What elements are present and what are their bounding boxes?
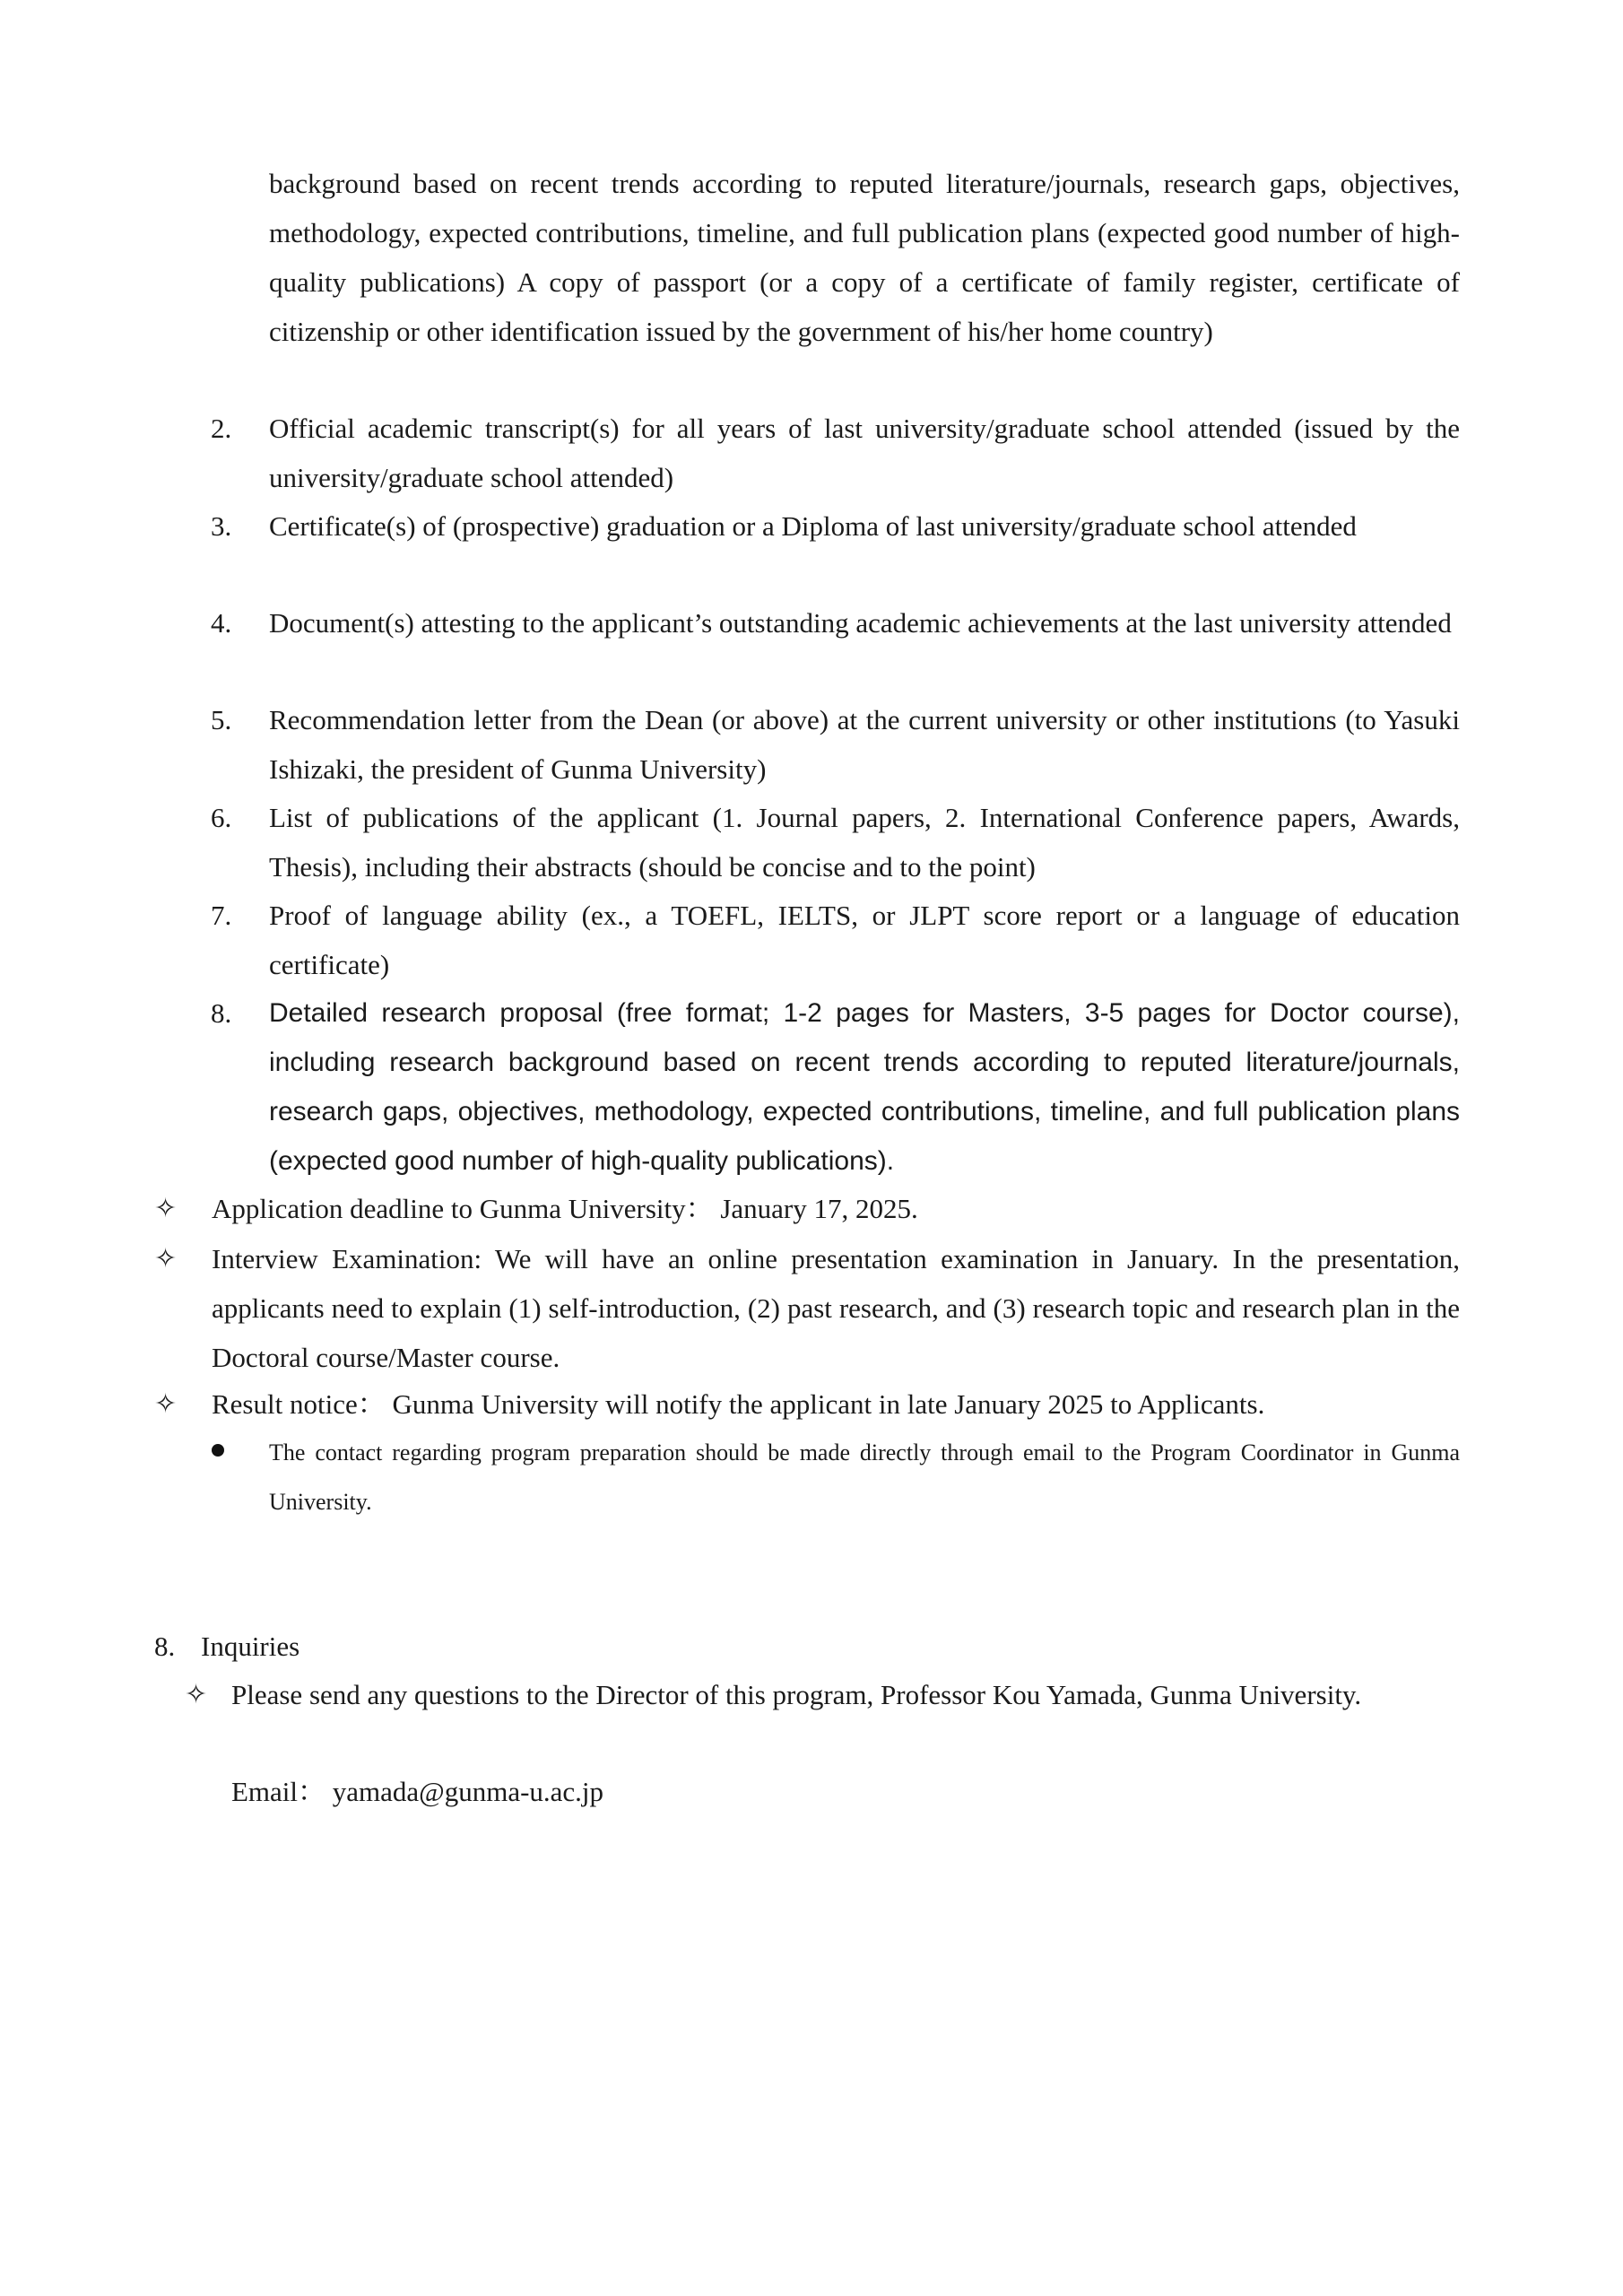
item-number: 6. [211, 802, 232, 833]
item-text: Certificate(s) of (prospective) graduation or a Diploma of last university/graduate school attended [269, 510, 1357, 542]
contact-email: Email： yamada@gunma-u.ac.jp [231, 1776, 604, 1807]
application-deadline: Application deadline to Gunma University： January 17, 2025. [212, 1193, 918, 1224]
item-text: Proof of language ability (ex., a TOEFL, IELTS, or JLPT score report or a language of education certificate) [269, 900, 1460, 980]
sparkle-icon: ✧ [185, 1679, 208, 1710]
item-text: Document(s) attesting to the applicant’s outstanding academic achievements at the last university attended [269, 607, 1452, 639]
sparkle-icon: ✧ [154, 1243, 178, 1274]
item-number: 7. [211, 900, 232, 931]
contact-note: The contact regarding program preparation should be made directly through email to the Program Coordinator in Gunma University. [269, 1439, 1460, 1515]
result-notice: Result notice： Gunma University will notify the applicant in late January 2025 to Applicants. [212, 1388, 1265, 1420]
inquiries-text: Please send any questions to the Director of this program, Professor Kou Yamada, Gunma University. [231, 1679, 1362, 1710]
item-text: Detailed research proposal (free format; 1-2 pages for Masters, 3-5 pages for Doctor course), including research background based on recent trends according to reputed literature/journals, research gaps, objectives, methodology, expected contributions, timeline, and full publication plans (expected good number of high-quality publications). [269, 998, 1460, 1176]
item-text: Recommendation letter from the Dean (or above) at the current university or other institutions (to Yasuki Ishizaki, the president of Gunma University) [269, 704, 1460, 785]
item-text: List of publications of the applicant (1. Journal papers, 2. International Conference papers, Awards, Thesis), including their abstracts (should be concise and to the point) [269, 802, 1460, 883]
item-number: 5. [211, 704, 232, 735]
sparkle-icon: ✧ [154, 1388, 178, 1420]
section-number: 8. [154, 1631, 176, 1662]
item-number: 2. [211, 413, 232, 444]
item-text: Official academic transcript(s) for all years of last university/graduate school attended (issued by the university/graduate school attended) [269, 413, 1460, 493]
sparkle-icon: ✧ [154, 1193, 178, 1224]
continuation-paragraph: background based on recent trends according to reputed literature/journals, research gaps, objectives, methodology, expected contributions, timeline, and full publication plans (expected good number of high-quality publications) A copy of passport (or a copy of a certificate of family register, certificate of citizenship or other identification issued by the government of his/her home country) [269, 168, 1460, 347]
interview-examination: Interview Examination: We will have an online presentation examination in January. In the presentation, applicants need to explain (1) self-introduction, (2) past research, and (3) research topic and research plan in the Doctoral course/Master course. [212, 1243, 1460, 1373]
section-heading: Inquiries [201, 1631, 300, 1662]
bullet-icon [212, 1444, 224, 1457]
item-number: 8. [211, 997, 232, 1029]
item-number: 4. [211, 607, 232, 639]
item-number: 3. [211, 510, 232, 542]
